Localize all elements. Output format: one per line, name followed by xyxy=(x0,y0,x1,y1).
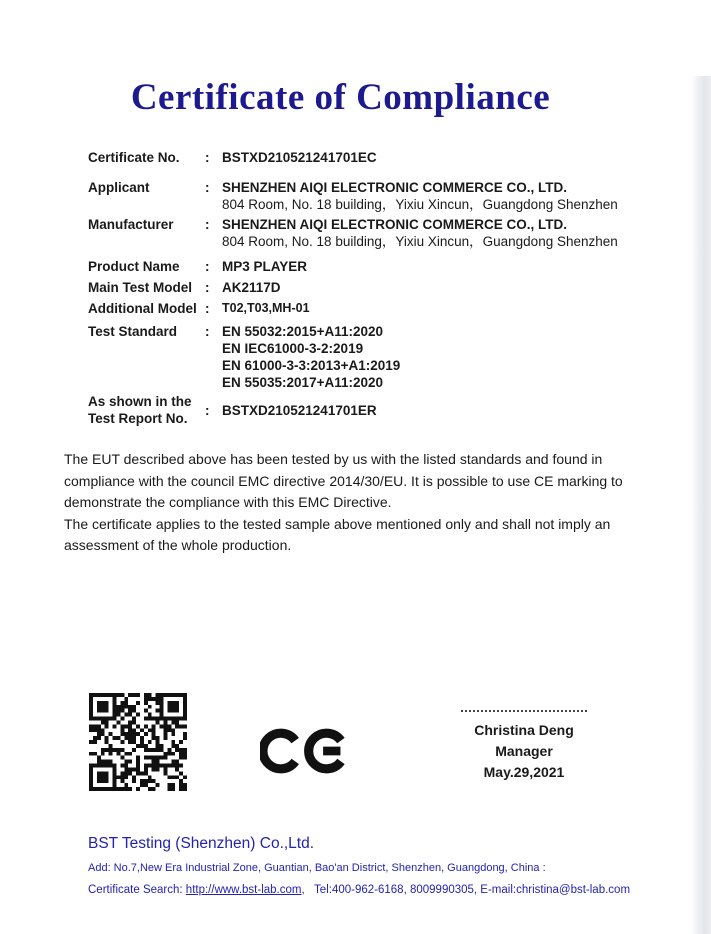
colon-separator: : xyxy=(205,280,210,295)
lab-contact-details: , Tel:400-962-6168, 8009990305, E-mail:christina@bst-lab.com xyxy=(301,884,631,896)
ce-mark-icon xyxy=(260,713,356,789)
signature-block xyxy=(443,710,605,783)
declaration-text xyxy=(64,449,642,557)
field-row-product-name xyxy=(88,258,651,275)
footer xyxy=(88,834,630,898)
manufacturer-company: SHENZHEN AIQI ELECTRONIC COMMERCE CO., LTD. xyxy=(222,217,568,232)
test-standard-label: Test Standard xyxy=(88,324,178,339)
product-name-label: Product Name xyxy=(88,259,180,274)
test-standard-line: EN 61000-3-3:2013+A1:2019 xyxy=(222,358,401,373)
colon-separator: : xyxy=(205,402,210,418)
declaration-paragraph-1: The EUT described above has been tested by us with the listed standards and found in compliance with the council EMC directive 2014/30/EU. It is possible to use CE marking to demonstrate the compliance with this EMC Directive. xyxy=(64,451,623,510)
test-standard-line: EN 55032:2015+A11:2020 xyxy=(222,324,384,339)
certificate-no-value: BSTXD210521241701EC xyxy=(222,150,377,165)
signatory-name: Christina Deng xyxy=(474,722,574,738)
page-title: Certificate of Compliance xyxy=(130,77,551,118)
test-standard-line: EN IEC61000-3-2:2019 xyxy=(222,341,364,356)
field-row-manufacturer xyxy=(88,216,651,250)
field-row-main-test-model xyxy=(88,279,651,296)
colon-separator: : xyxy=(205,180,210,195)
manufacturer-value xyxy=(222,216,651,250)
additional-model-value: T02,T03,MH-01 xyxy=(222,301,310,315)
field-row-additional-model xyxy=(88,300,651,317)
product-name-value: MP3 PLAYER xyxy=(222,259,308,274)
test-standard-values xyxy=(222,323,651,391)
colon-separator: : xyxy=(205,324,210,339)
scan-edge-strip xyxy=(691,76,711,934)
lab-contact-line xyxy=(88,883,630,898)
certificate-page xyxy=(0,76,711,934)
declaration-paragraph-2: The certificate applies to the tested sample above mentioned only and shall not imply an assessment of the whole production. xyxy=(64,515,611,553)
certificate-fields xyxy=(88,149,651,427)
colon-separator: : xyxy=(205,217,210,232)
applicant-address: 804 Room, No. 18 building，Yixiu Xincun，Guangdong Shenzhen xyxy=(222,197,618,212)
applicant-value xyxy=(222,179,651,213)
lab-company-name: BST Testing (Shenzhen) Co.,Ltd. xyxy=(88,835,315,852)
test-report-no-value: BSTXD210521241701ER xyxy=(222,402,377,418)
manufacturer-label: Manufacturer xyxy=(88,217,174,232)
applicant-company: SHENZHEN AIQI ELECTRONIC COMMERCE CO., LTD. xyxy=(222,180,568,195)
test-report-no-label xyxy=(88,393,205,427)
test-report-no-label-line2: Test Report No. xyxy=(88,411,188,426)
colon-separator: : xyxy=(205,150,210,165)
qr-code-icon xyxy=(89,693,187,791)
field-row-applicant xyxy=(88,179,651,213)
field-row-test-report-no xyxy=(88,393,651,427)
field-row-certificate-no xyxy=(88,149,651,166)
additional-model-label: Additional Model xyxy=(88,301,197,316)
main-test-model-label: Main Test Model xyxy=(88,280,193,295)
applicant-label: Applicant xyxy=(88,180,150,195)
test-standard-line: EN 55035:2017+A11:2020 xyxy=(222,375,384,390)
certificate-search-label: Certificate Search: xyxy=(88,884,186,896)
signatory-role: Manager xyxy=(495,743,553,759)
manufacturer-address: 804 Room, No. 18 building，Yixiu Xincun，Guangdong Shenzhen xyxy=(222,234,618,249)
colon-separator: : xyxy=(205,259,210,274)
colon-separator: : xyxy=(205,301,210,316)
certificate-search-link[interactable]: http://www.bst-lab.com xyxy=(185,884,302,896)
main-test-model-value: AK2117D xyxy=(222,280,281,295)
field-row-test-standard xyxy=(88,323,651,391)
lab-address: Add: No.7,New Era Industrial Zone, Guantian, Bao'an District, Shenzhen, Guangdong, China : xyxy=(88,862,546,874)
certificate-no-label: Certificate No. xyxy=(88,150,180,165)
signature-dotted-line xyxy=(461,710,587,712)
test-report-no-label-line1: As shown in the xyxy=(88,394,192,409)
signature-date: May.29,2021 xyxy=(483,764,565,780)
